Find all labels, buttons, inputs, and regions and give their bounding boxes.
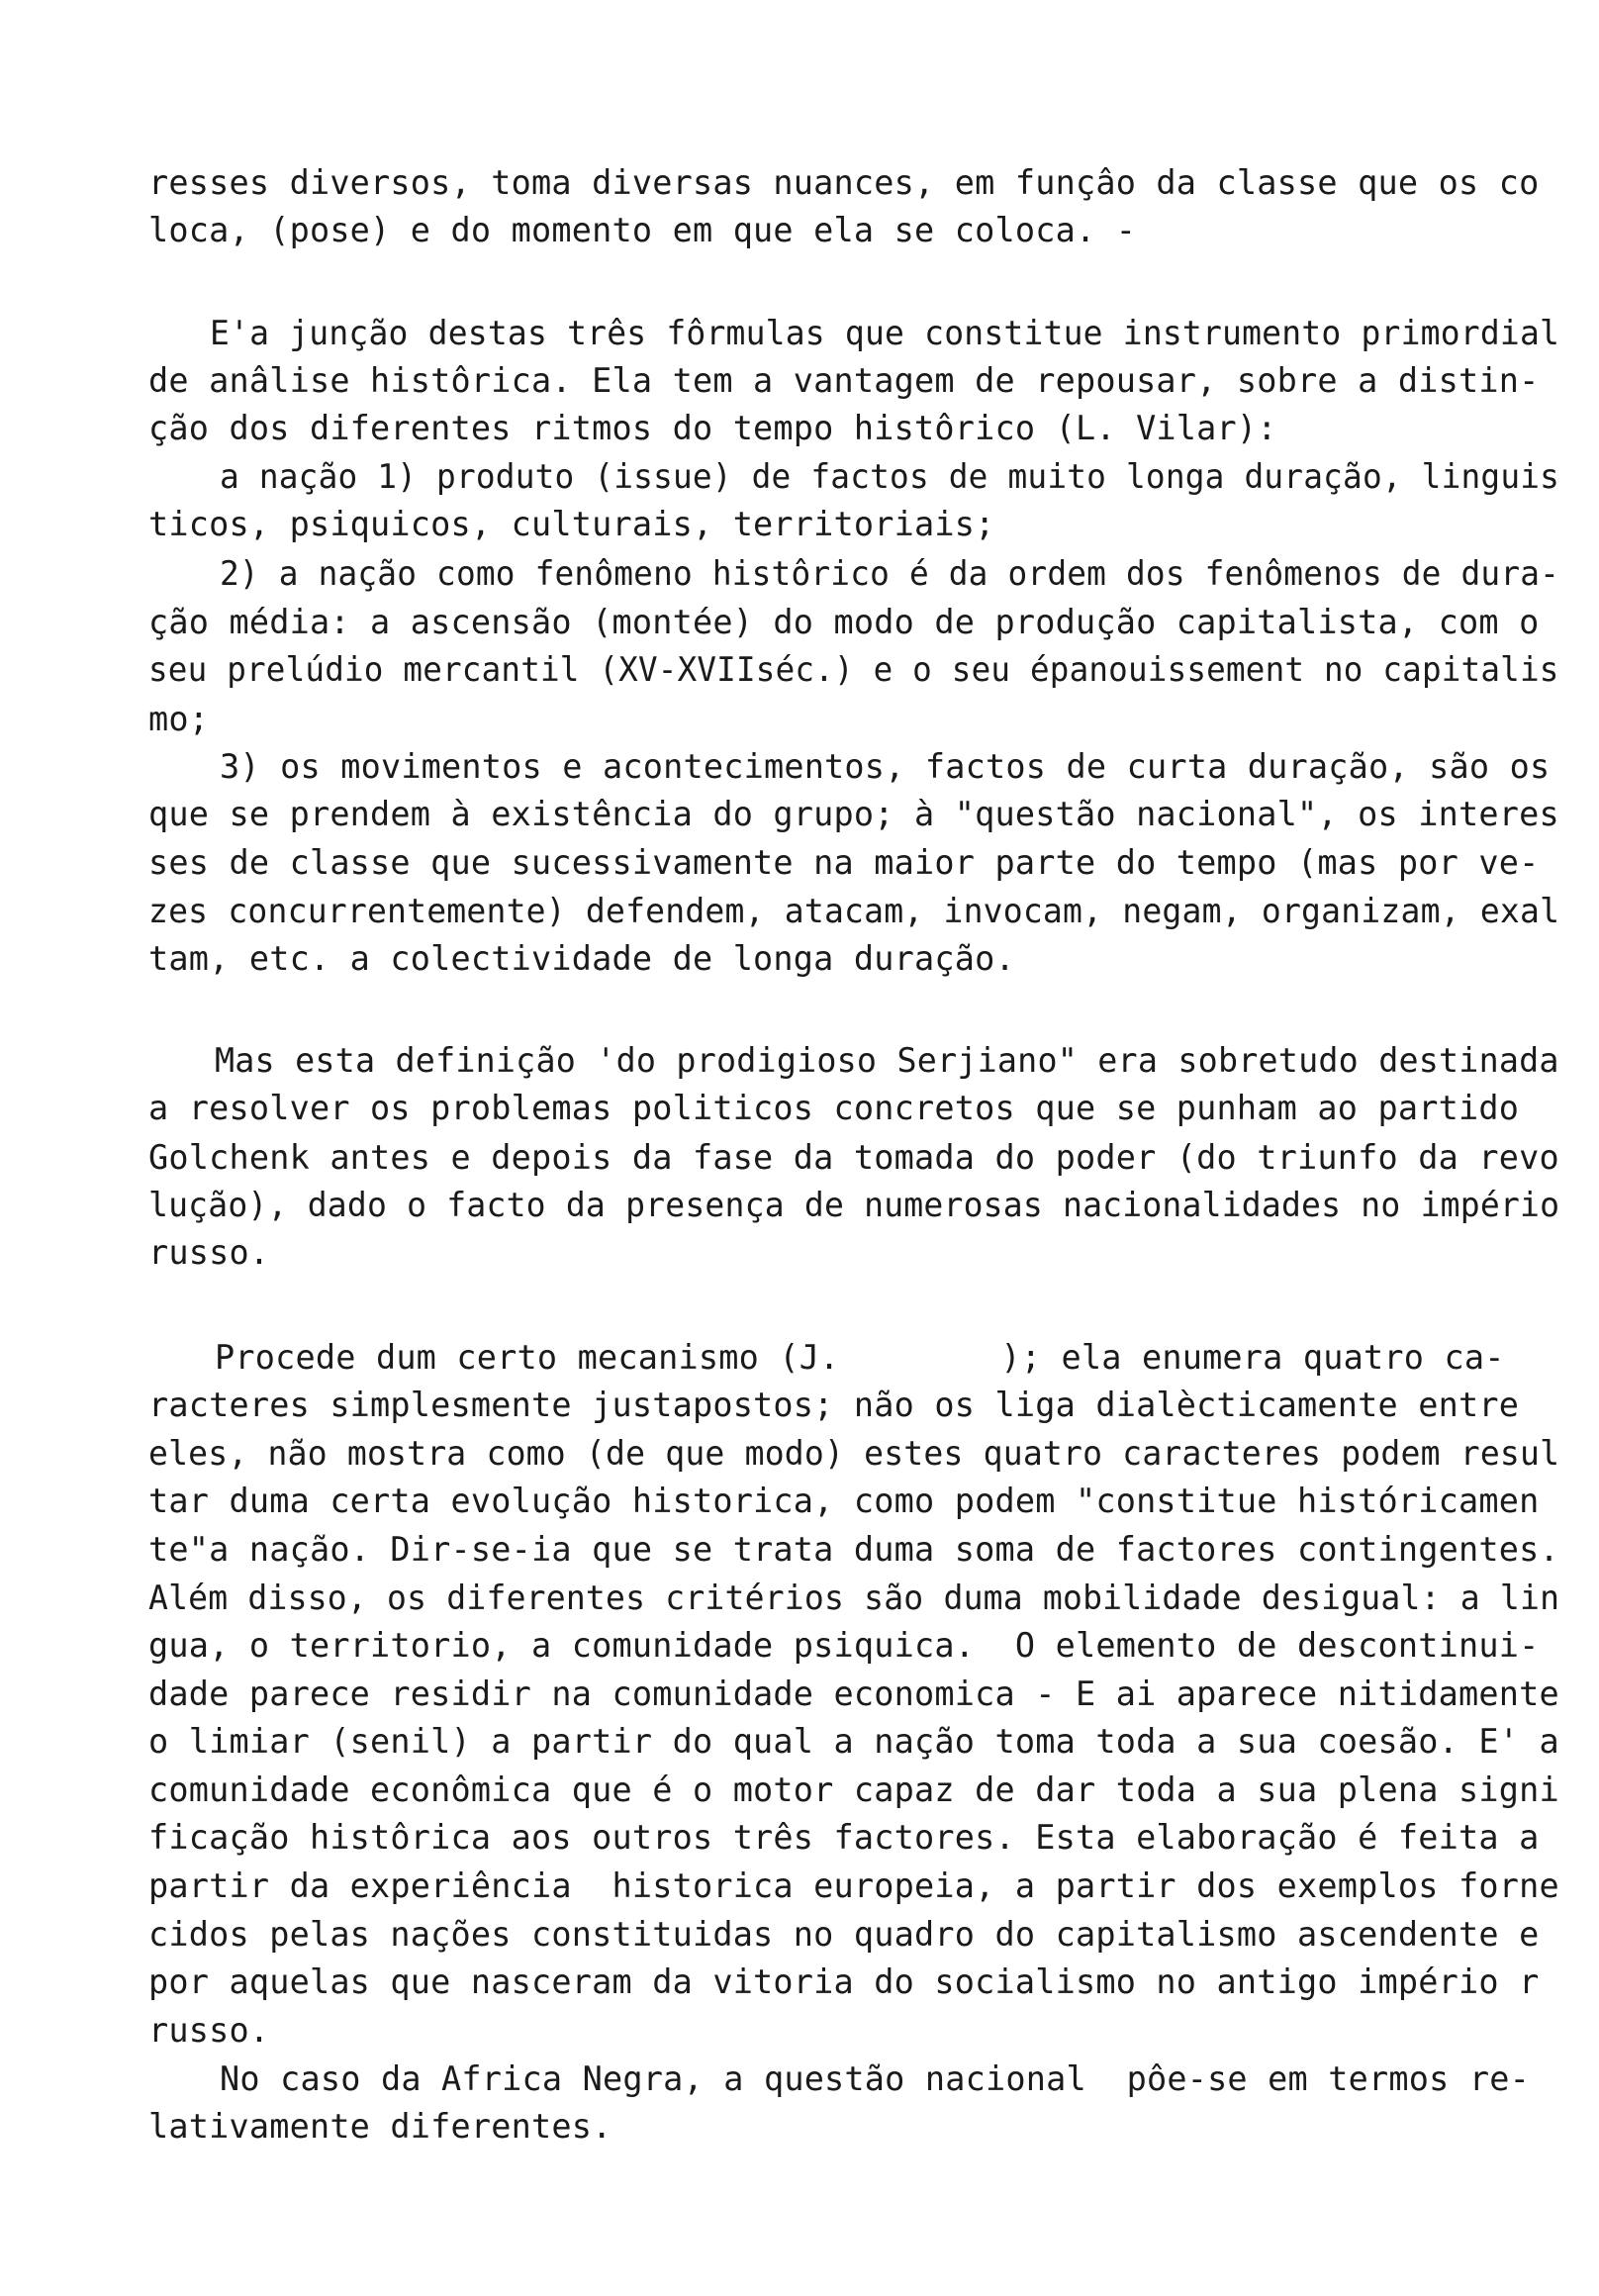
text-line: racteres simplesmente justapostos; não os liga dialècticamente entre [148,1386,1520,1424]
text-line: ção dos diferentes ritmos do tempo histôrico (L. Vilar): [148,409,1277,447]
text-line: tar duma certa evolução historica, como podem "constitue históricamen [148,1482,1540,1520]
text-line: 3) os movimentos e acontecimentos, factos de curta duração, são os [220,747,1551,786]
text-line: lução), dado o facto da presença de numerosas nacionalidades no império [148,1186,1560,1224]
text-line: que se prendem à existência do grupo; à "questão nacional", os interes [148,795,1559,833]
text-line: Além disso, os diferentes critérios são duma mobilidade desigual: a lin [148,1578,1560,1617]
text-line: ficação histôrica aos outros três factores. Esta elaboração é feita a [148,1818,1540,1857]
text-line: zes concurrentemente) defendem, atacam, invocam, negam, organizam, exal [148,892,1560,930]
text-line: mo; [148,700,210,738]
text-line: por aquelas que nasceram da vitoria do socialismo no antigo império r [148,1962,1540,2001]
text-line: lativamente diferentes. [148,2107,612,2146]
text-line: ção média: a ascensão (montée) do modo de produção capitalista, com o [148,603,1540,641]
text-line: te"a nação. Dir-se-ia que se trata duma soma de factores contingentes. [148,1530,1559,1569]
text-line: comunidade econômica que é o motor capaz de dar toda a sua plena signi [148,1770,1559,1809]
text-line: a nação 1) produto (issue) de factos de muito longa duração, linguis [220,457,1560,496]
text-line: partir da experiência historica europeia, a partir dos exemplos forne [148,1866,1559,1905]
text-line: ses de classe que sucessivamente na maior parte do tempo (mas por ve- [148,843,1540,882]
text-line: de anâlise histôrica. Ela tem a vantagem de repousar, sobre a distin- [148,361,1540,400]
text-line: ticos, psiquicos, culturais, territoriais; [148,505,995,543]
text-line: russo. [148,1233,270,1272]
text-line: seu prelúdio mercantil (XV-XVIIséc.) e o seu épanouissement no capitalis [148,650,1559,689]
text-line: Procede dum certo mecanismo (J. ); ela enumera quatro ca- [215,1338,1505,1377]
text-line: Golchenk antes e depois da fase da tomada do poder (do triunfo da revo [148,1138,1559,1177]
text-line: 2) a nação como fenômeno histôrico é da ordem dos fenômenos de dura- [220,554,1560,593]
text-line: E'a junção destas três fôrmulas que constitue instrumento primordial [210,314,1560,352]
text-line: russo. [148,2011,270,2050]
text-line: Mas esta definição 'do prodigioso Serjiano" era sobretudo destinada [215,1041,1559,1080]
text-line: o limiar (senil) a partir do qual a nação toma toda a sua coesão. E' a [148,1722,1559,1761]
text-line: gua, o territorio, a comunidade psiquica. O elemento de descontinui- [148,1626,1540,1665]
text-line: No caso da Africa Negra, a questão nacional pôe-se em termos re- [220,2059,1530,2098]
text-line: tam, etc. a colectividade de longa duração. [148,939,1015,978]
text-line: a resolver os problemas politicos concretos que se punham ao partido [148,1089,1520,1127]
text-line: eles, não mostra como (de que modo) estes quatro caracteres podem resul [148,1434,1560,1473]
text-line: loca, (pose) e do momento em que ela se coloca. - [148,211,1137,249]
text-line: resses diversos, toma diversas nuances, em funçâo da classe que os co [148,163,1540,202]
text-line: cidos pelas nações constituidas no quadro do capitalismo ascendente e [148,1915,1540,1954]
text-line: dade parece residir na comunidade economica - E ai aparece nitidamente [148,1674,1559,1713]
